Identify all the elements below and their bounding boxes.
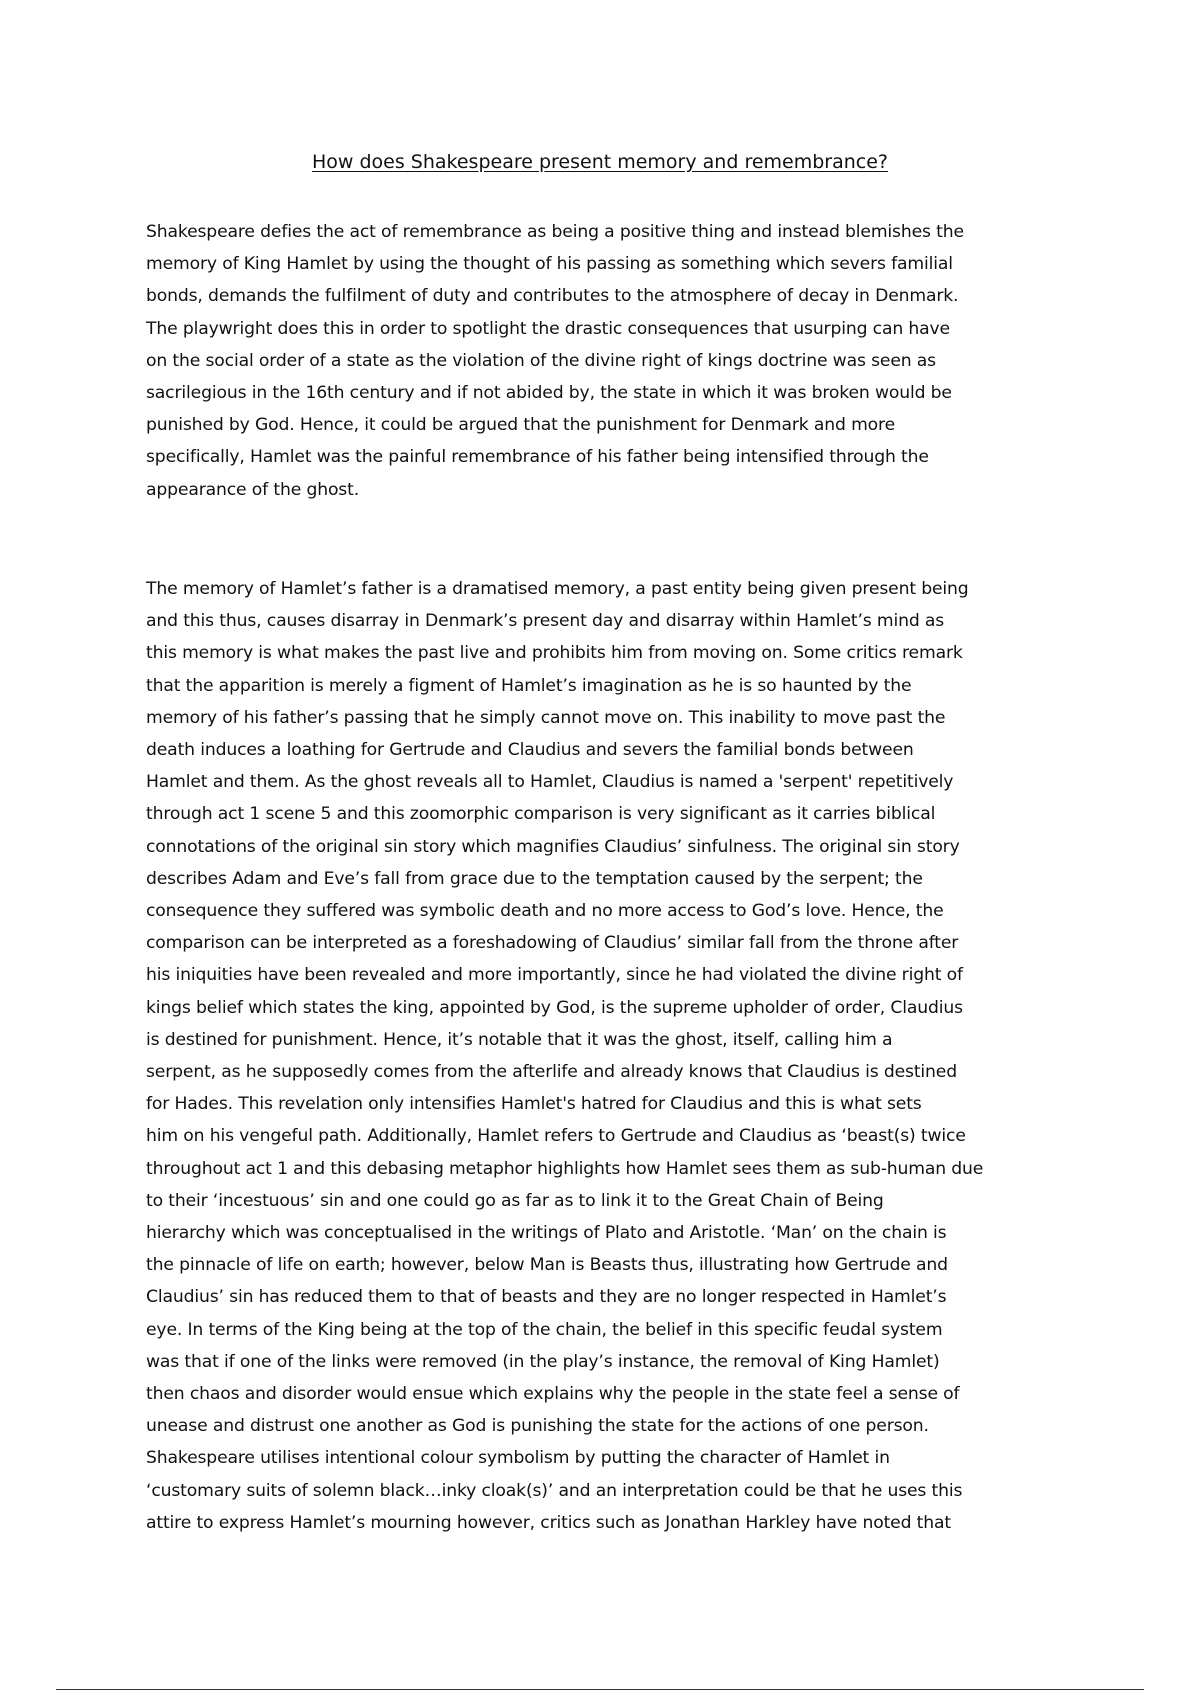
text-line: unease and distrust one another as God is punishing the state for the actions of one person. (146, 1416, 929, 1437)
text-line: him on his vengeful path. Additionally, Hamlet refers to Gertrude and Claudius as ‘beast(s) twice (146, 1126, 966, 1147)
text-line: connotations of the original sin story which magnifies Claudius’ sinfulness. The original sin story (146, 836, 960, 857)
text-line: The playwright does this in order to spotlight the drastic consequences that usurping can have (146, 318, 950, 339)
text-line: appearance of the ghost. (146, 479, 360, 500)
text-line: sacrilegious in the 16th century and if not abided by, the state in which it was broken would be (146, 383, 952, 404)
text-line: throughout act 1 and this debasing metaphor highlights how Hamlet sees them as sub-human due (146, 1158, 984, 1179)
text-line: consequence they suffered was symbolic death and no more access to God’s love. Hence, the (146, 901, 944, 922)
text-line: bonds, demands the fulfilment of duty and contributes to the atmosphere of decay in Denmark. (146, 286, 959, 307)
text-line: Shakespeare defies the act of remembrance as being a positive thing and instead blemishes the (146, 222, 964, 242)
text-line: his iniquities have been revealed and more importantly, since he had violated the divine right of (146, 965, 963, 986)
text-line: specifically, Hamlet was the painful remembrance of his father being intensified through the (146, 447, 929, 468)
text-line: this memory is what makes the past live and prohibits him from moving on. Some critics remark (146, 643, 963, 664)
text-line: comparison can be interpreted as a foreshadowing of Claudius’ similar fall from the throne after (146, 933, 959, 954)
text-line: kings belief which states the king, appointed by God, is the supreme upholder of order, Claudius (146, 997, 963, 1018)
text-line: attire to express Hamlet’s mourning however, critics such as Jonathan Harkley have noted that (146, 1512, 951, 1533)
text-line: death induces a loathing for Gertrude and Claudius and severs the familial bonds between (146, 740, 914, 761)
text-line: Shakespeare utilises intentional colour symbolism by putting the character of Hamlet in (146, 1448, 890, 1469)
paragraph-2 (146, 573, 1066, 1539)
text-line: for Hades. This revelation only intensifies Hamlet's hatred for Claudius and this is what sets (146, 1094, 922, 1115)
text-line: hierarchy which was conceptualised in the writings of Plato and Aristotle. ‘Man’ on the chain is (146, 1223, 947, 1244)
text-line: memory of his father’s passing that he simply cannot move on. This inability to move past the (146, 707, 946, 728)
text-line: the pinnacle of life on earth; however, below Man is Beasts thus, illustrating how Gertrude and (146, 1255, 948, 1276)
text-line: was that if one of the links were removed (in the play’s instance, the removal of King Hamlet) (146, 1351, 940, 1372)
text-line: eye. In terms of the King being at the top of the chain, the belief in this specific feudal system (146, 1319, 943, 1340)
text-line: on the social order of a state as the violation of the divine right of kings doctrine was seen as (146, 350, 936, 371)
text-line: then chaos and disorder would ensue which explains why the people in the state feel a sense of (146, 1384, 960, 1405)
text-line: and this thus, causes disarray in Denmark’s present day and disarray within Hamlet’s mind as (146, 611, 945, 632)
text-line: serpent, as he supposedly comes from the afterlife and already knows that Claudius is destined (146, 1062, 957, 1083)
text-line: that the apparition is merely a figment of Hamlet’s imagination as he is so haunted by the (146, 675, 912, 696)
text-line: through act 1 scene 5 and this zoomorphic comparison is very significant as it carries biblical (146, 804, 936, 825)
text-line: describes Adam and Eve’s fall from grace due to the temptation caused by the serpent; the (146, 868, 923, 889)
text-line: punished by God. Hence, it could be argued that the punishment for Denmark and more (146, 415, 896, 436)
text-line: to their ‘incestuous’ sin and one could go as far as to link it to the Great Chain of Being (146, 1190, 884, 1211)
document-title: How does Shakespeare present memory and remembrance? (311, 151, 889, 173)
text-line: Hamlet and them. As the ghost reveals all to Hamlet, Claudius is named a 'serpent' repetitively (146, 772, 954, 793)
footer-divider (56, 1689, 1144, 1690)
text-line: is destined for punishment. Hence, it’s notable that it was the ghost, itself, calling him a (146, 1029, 893, 1050)
text-line: The memory of Hamlet’s father is a dramatised memory, a past entity being given present being (146, 579, 969, 599)
paragraph-1 (146, 216, 1066, 506)
text-line: ‘customary suits of solemn black…inky cloak(s)’ and an interpretation could be that he uses this (146, 1480, 963, 1501)
text-line: Claudius’ sin has reduced them to that of beasts and they are no longer respected in Hamlet’s (146, 1287, 947, 1308)
text-line: memory of King Hamlet by using the thought of his passing as something which severs familial (146, 254, 953, 275)
